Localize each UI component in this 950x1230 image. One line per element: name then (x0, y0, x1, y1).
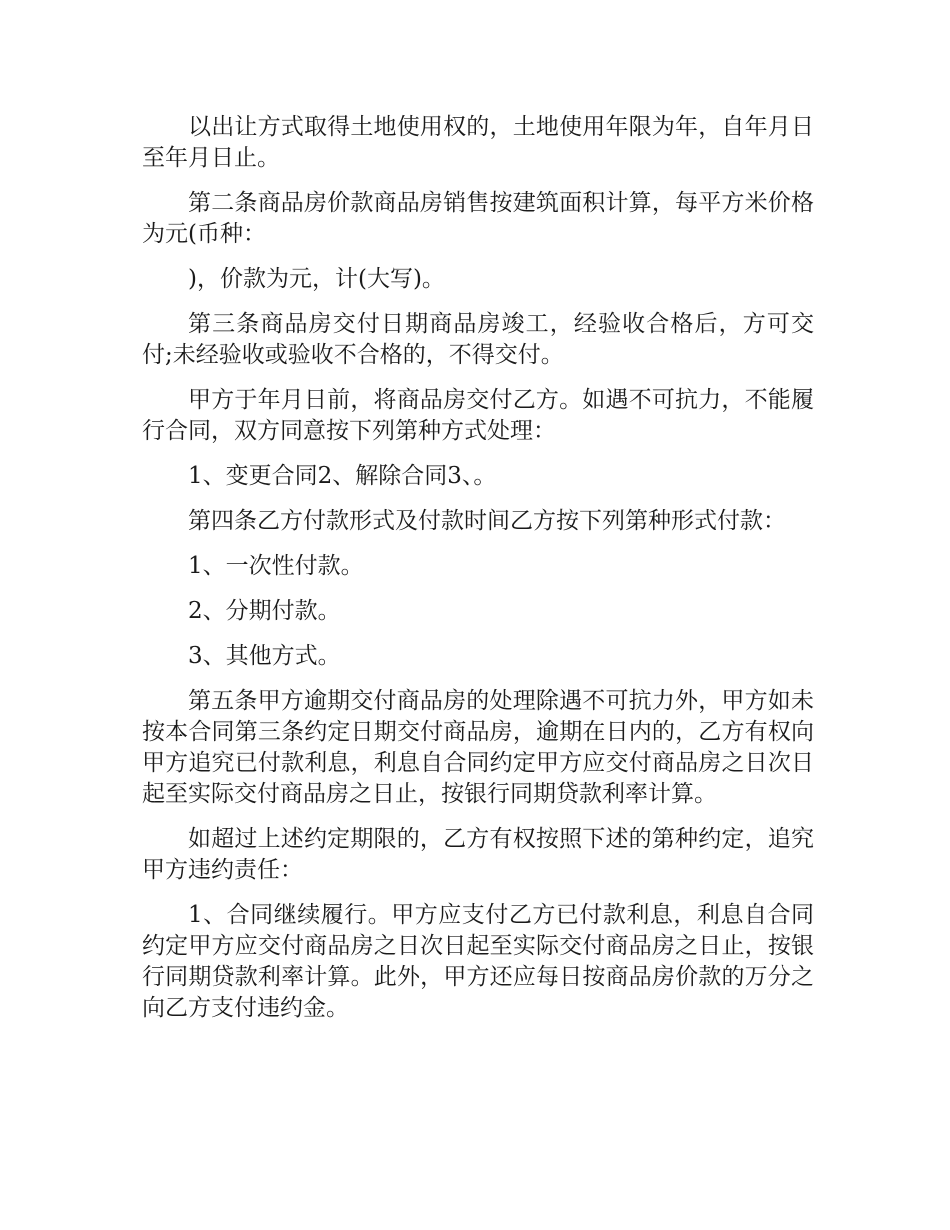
paragraph-delivery-options: 1、变更合同2、解除合同3、。 (188, 463, 497, 489)
paragraph-article-2-price: 第二条商品房价款商品房销售按建筑面积计算，每平方米价格为元(币种： (142, 190, 814, 247)
paragraph-delivery-date: 甲方于年月日前，将商品房交付乙方。如遇不可抗力，不能履行合同，双方同意按下列第种方式处理： (142, 387, 814, 444)
paragraph-payment-option-2: 2、分期付款。 (188, 598, 341, 624)
paragraph-land-use-term: 以出让方式取得土地使用权的，土地使用年限为年，自年月日至年月日止。 (142, 114, 814, 171)
paragraph-article-5-late-delivery: 第五条甲方逾期交付商品房的处理除遇不可抗力外，甲方如未按本合同第三条约定日期交付商品房，逾期在日内的，乙方有权向甲方追究已付款利息，利息自合同约定甲方应交付商品房之日次日起至实际交付商品房之日止，按银行同期贷款利率计算。 (142, 688, 814, 807)
paragraph-total-price: )，价款为元，计(大写)。 (188, 266, 445, 292)
document-body (142, 112, 814, 1038)
paragraph-article-3-delivery: 第三条商品房交付日期商品房竣工，经验收合格后，方可交付;未经验收或验收不合格的，不得交付。 (142, 311, 814, 368)
paragraph-continue-contract: 1、合同继续履行。甲方应支付乙方已付款利息，利息自合同约定甲方应交付商品房之日次日起至实际交付商品房之日止，按银行同期贷款利率计算。此外，甲方还应每日按商品房价款的万分之向乙方支付违约金。 (142, 902, 814, 1021)
paragraph-payment-option-1: 1、一次性付款。 (188, 553, 364, 579)
paragraph-payment-option-3: 3、其他方式。 (188, 643, 341, 669)
paragraph-overdue-liability: 如超过上述约定期限的，乙方有权按照下述的第种约定，追究甲方违约责任： (142, 826, 814, 883)
paragraph-article-4-payment: 第四条乙方付款形式及付款时间乙方按下列第种形式付款： (188, 508, 786, 534)
